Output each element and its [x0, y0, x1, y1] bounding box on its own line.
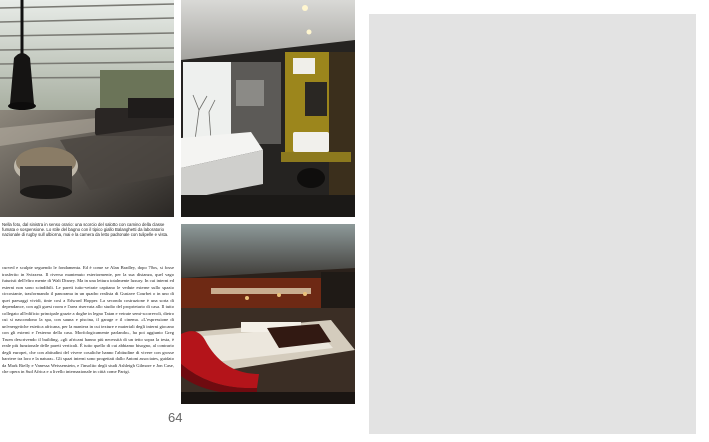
living-room-photo [0, 0, 174, 217]
article-body-text: curved e sculpte seguendo le fondamenta. Ed è come se Alan Bradley, dopo 70os, si fosse trasferito in Svizzera. Il riverso mantenuto esteriormente, per la sua distanza, quel vago futuristi dell'eltro mente di Walt Disney. Ma in una lettura totalmente luxury. In cui interni ed esterni non sono scindibili. Le pareti tutto-vetrate capitano le vedute esterne sullo spazio circostante, trasformando il panorama in un quadro realista di Gustave Courbet o in uno di quei paesaggi vividi, tinte così a Edward Hopper. La seconda costruzione è una sorta di dependance, con agli guest room e l'area riservata allo studio del proprietario di casa. Il tutto collegato all'edificio principale grazie a doghe in legno Tatan e vetrate semi-scorrevoli, dietro cui si nascondono la spa, con sauna e piscina, il garage e il cinema. «L'espressione di un'energetiche estetica africana, per la maniera in cui texture e materiali degli interni giocano con gli esterni e l'esterno della casa. Morfologicamente parlando», ha poi aggiunto Greg Truen descrivendo il building, «gli africani hanno più necessità di un tetto sopra la testa, è reale più funzionale delle pareti verticali. È tutto quello di cui abbiamo bisogno, al contrario degli europei, che con abitudini del vivere cosaliche hanno l'abitudine di vivere con grosse barriere tra loro e la natura». Gli spazi interni sono progettati dallo Antoni associates, guidato da Mark Rielly e Vanessa Weissenstein, e l'insolito degli studi Ashleigh Gilmore e Jon Case, che opera in Sud Africa e a livello internazionale in città come Parigi. [2, 265, 174, 374]
blank-facing-page [369, 14, 696, 434]
bathroom-photo [181, 0, 355, 217]
page-number: 64 [168, 410, 183, 425]
bedroom-photo [181, 224, 355, 404]
photo-caption: Nella foto, dal sinistra in senso orario: una scorcio del salotto con camino della classe fumata e sospensione. Lo stile del bagno con il tipico giallo Balanghetti da laboratorio nazionale di rugby sull ulbiorna, mai e la camera da letto padronale con tulipelle e vista. [2, 222, 169, 238]
